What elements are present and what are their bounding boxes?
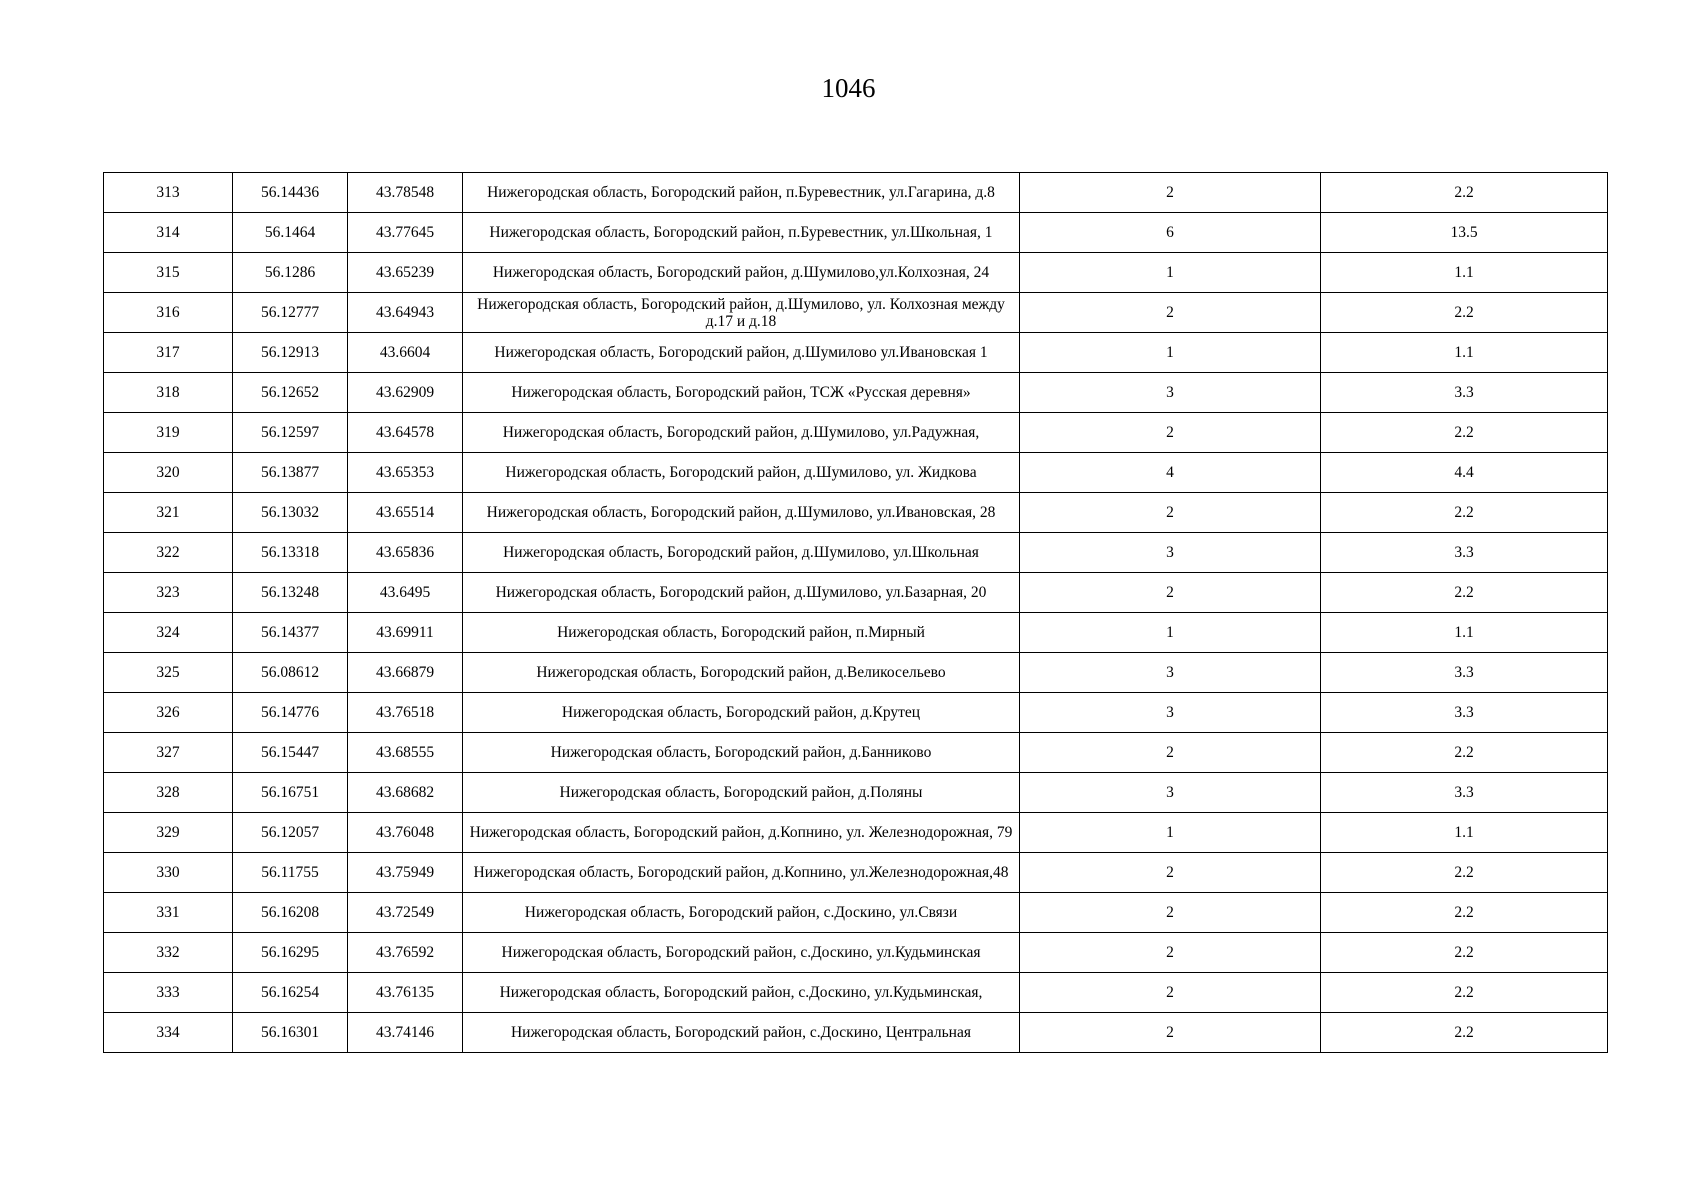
cell-longitude: 43.66879 (348, 653, 463, 693)
cell-longitude: 43.74146 (348, 1013, 463, 1053)
cell-latitude: 56.13032 (233, 493, 348, 533)
cell-latitude: 56.15447 (233, 733, 348, 773)
cell-volume: 2.2 (1321, 493, 1608, 533)
cell-latitude: 56.14436 (233, 173, 348, 213)
cell-address: Нижегородская область, Богородский район, с.Доскино, ул.Кудьминская (463, 933, 1020, 973)
cell-address: Нижегородская область, Богородский район, д.Банниково (463, 733, 1020, 773)
cell-volume: 2.2 (1321, 1013, 1608, 1053)
cell-address: Нижегородская область, Богородский район, с.Доскино, Центральная (463, 1013, 1020, 1053)
cell-latitude: 56.12597 (233, 413, 348, 453)
cell-number: 321 (104, 493, 233, 533)
cell-longitude: 43.75949 (348, 853, 463, 893)
cell-count: 3 (1020, 533, 1321, 573)
cell-volume: 4.4 (1321, 453, 1608, 493)
cell-address: Нижегородская область, Богородский район, д.Великосельево (463, 653, 1020, 693)
cell-latitude: 56.11755 (233, 853, 348, 893)
cell-latitude: 56.12777 (233, 293, 348, 333)
cell-number: 326 (104, 693, 233, 733)
cell-number: 315 (104, 253, 233, 293)
cell-count: 2 (1020, 173, 1321, 213)
cell-longitude: 43.68682 (348, 773, 463, 813)
table-row (104, 693, 1608, 733)
cell-number: 331 (104, 893, 233, 933)
cell-longitude: 43.78548 (348, 173, 463, 213)
cell-number: 323 (104, 573, 233, 613)
cell-longitude: 43.6495 (348, 573, 463, 613)
cell-address: Нижегородская область, Богородский район, с.Доскино, ул.Связи (463, 893, 1020, 933)
cell-number: 328 (104, 773, 233, 813)
cell-count: 3 (1020, 653, 1321, 693)
cell-longitude: 43.72549 (348, 893, 463, 933)
cell-longitude: 43.77645 (348, 213, 463, 253)
cell-address: Нижегородская область, Богородский район, п.Мирный (463, 613, 1020, 653)
cell-volume: 2.2 (1321, 973, 1608, 1013)
cell-longitude: 43.68555 (348, 733, 463, 773)
cell-longitude: 43.65239 (348, 253, 463, 293)
cell-count: 2 (1020, 413, 1321, 453)
cell-number: 314 (104, 213, 233, 253)
cell-longitude: 43.62909 (348, 373, 463, 413)
cell-volume: 1.1 (1321, 333, 1608, 373)
cell-count: 1 (1020, 613, 1321, 653)
cell-count: 3 (1020, 693, 1321, 733)
cell-address: Нижегородская область, Богородский район, п.Буревестник, ул.Школьная, 1 (463, 213, 1020, 253)
cell-volume: 2.2 (1321, 853, 1608, 893)
cell-number: 320 (104, 453, 233, 493)
table-row (104, 813, 1608, 853)
cell-volume: 2.2 (1321, 933, 1608, 973)
cell-address: Нижегородская область, Богородский район, д.Шумилово, ул. Колхозная между д.17 и д.18 (463, 293, 1020, 333)
table-row (104, 653, 1608, 693)
cell-volume: 2.2 (1321, 733, 1608, 773)
table-row (104, 533, 1608, 573)
cell-count: 2 (1020, 733, 1321, 773)
cell-address: Нижегородская область, Богородский район, д.Крутец (463, 693, 1020, 733)
cell-latitude: 56.13318 (233, 533, 348, 573)
table-row (104, 333, 1608, 373)
cell-longitude: 43.65836 (348, 533, 463, 573)
cell-volume: 2.2 (1321, 173, 1608, 213)
cell-number: 325 (104, 653, 233, 693)
cell-count: 2 (1020, 1013, 1321, 1053)
cell-count: 1 (1020, 253, 1321, 293)
cell-address: Нижегородская область, Богородский район, д.Шумилово, ул.Ивановская, 28 (463, 493, 1020, 533)
cell-address: Нижегородская область, Богородский район, д.Копнино, ул. Железнодорожная, 79 (463, 813, 1020, 853)
cell-address: Нижегородская область, Богородский район, д.Шумилово, ул.Базарная, 20 (463, 573, 1020, 613)
cell-count: 1 (1020, 813, 1321, 853)
cell-count: 2 (1020, 573, 1321, 613)
cell-latitude: 56.12913 (233, 333, 348, 373)
cell-longitude: 43.69911 (348, 613, 463, 653)
cell-count: 2 (1020, 933, 1321, 973)
cell-latitude: 56.14377 (233, 613, 348, 653)
cell-volume: 3.3 (1321, 693, 1608, 733)
table-row (104, 453, 1608, 493)
cell-longitude: 43.64578 (348, 413, 463, 453)
cell-latitude: 56.13877 (233, 453, 348, 493)
cell-volume: 3.3 (1321, 653, 1608, 693)
cell-volume: 13.5 (1321, 213, 1608, 253)
cell-count: 2 (1020, 293, 1321, 333)
cell-number: 324 (104, 613, 233, 653)
cell-count: 2 (1020, 853, 1321, 893)
cell-number: 317 (104, 333, 233, 373)
cell-address: Нижегородская область, Богородский район, д.Копнино, ул.Железнодорожная,48 (463, 853, 1020, 893)
cell-latitude: 56.1464 (233, 213, 348, 253)
cell-count: 3 (1020, 773, 1321, 813)
cell-volume: 1.1 (1321, 613, 1608, 653)
cell-longitude: 43.76592 (348, 933, 463, 973)
table-row (104, 173, 1608, 213)
cell-volume: 3.3 (1321, 773, 1608, 813)
cell-number: 333 (104, 973, 233, 1013)
table-row (104, 893, 1608, 933)
cell-volume: 1.1 (1321, 813, 1608, 853)
cell-longitude: 43.64943 (348, 293, 463, 333)
cell-address: Нижегородская область, Богородский район, д.Шумилово ул.Ивановская 1 (463, 333, 1020, 373)
cell-latitude: 56.13248 (233, 573, 348, 613)
cell-number: 332 (104, 933, 233, 973)
cell-volume: 2.2 (1321, 573, 1608, 613)
cell-number: 330 (104, 853, 233, 893)
table-row (104, 293, 1608, 333)
cell-volume: 2.2 (1321, 413, 1608, 453)
cell-latitude: 56.16295 (233, 933, 348, 973)
table-row (104, 733, 1608, 773)
table-row (104, 253, 1608, 293)
cell-count: 3 (1020, 373, 1321, 413)
cell-latitude: 56.16254 (233, 973, 348, 1013)
cell-longitude: 43.65353 (348, 453, 463, 493)
table-row (104, 373, 1608, 413)
cell-number: 316 (104, 293, 233, 333)
cell-latitude: 56.16208 (233, 893, 348, 933)
table-row (104, 613, 1608, 653)
cell-volume: 3.3 (1321, 373, 1608, 413)
cell-latitude: 56.14776 (233, 693, 348, 733)
cell-address: Нижегородская область, Богородский район, д.Поляны (463, 773, 1020, 813)
cell-longitude: 43.76518 (348, 693, 463, 733)
cell-count: 2 (1020, 973, 1321, 1013)
cell-count: 2 (1020, 493, 1321, 533)
cell-number: 319 (104, 413, 233, 453)
cell-longitude: 43.6604 (348, 333, 463, 373)
cell-number: 313 (104, 173, 233, 213)
cell-count: 4 (1020, 453, 1321, 493)
cell-number: 327 (104, 733, 233, 773)
table-row (104, 1013, 1608, 1053)
cell-address: Нижегородская область, Богородский район, с.Доскино, ул.Кудьминская, (463, 973, 1020, 1013)
table-row (104, 413, 1608, 453)
cell-longitude: 43.76048 (348, 813, 463, 853)
cell-latitude: 56.08612 (233, 653, 348, 693)
cell-volume: 2.2 (1321, 893, 1608, 933)
table-row (104, 933, 1608, 973)
table-row (104, 213, 1608, 253)
cell-number: 318 (104, 373, 233, 413)
cell-latitude: 56.12057 (233, 813, 348, 853)
records-table (103, 172, 1608, 1053)
cell-number: 322 (104, 533, 233, 573)
cell-address: Нижегородская область, Богородский район, д.Шумилово, ул. Жидкова (463, 453, 1020, 493)
table-row (104, 573, 1608, 613)
cell-longitude: 43.76135 (348, 973, 463, 1013)
cell-count: 2 (1020, 893, 1321, 933)
cell-number: 329 (104, 813, 233, 853)
records-table-body (104, 173, 1608, 1053)
cell-latitude: 56.12652 (233, 373, 348, 413)
cell-volume: 1.1 (1321, 253, 1608, 293)
cell-address: Нижегородская область, Богородский район, д.Шумилово, ул.Радужная, (463, 413, 1020, 453)
cell-address: Нижегородская область, Богородский район, п.Буревестник, ул.Гагарина, д.8 (463, 173, 1020, 213)
cell-latitude: 56.16301 (233, 1013, 348, 1053)
table-row (104, 853, 1608, 893)
cell-volume: 2.2 (1321, 293, 1608, 333)
cell-address: Нижегородская область, Богородский район, д.Шумилово,ул.Колхозная, 24 (463, 253, 1020, 293)
cell-latitude: 56.1286 (233, 253, 348, 293)
table-row (104, 493, 1608, 533)
cell-number: 334 (104, 1013, 233, 1053)
table-row (104, 973, 1608, 1013)
cell-longitude: 43.65514 (348, 493, 463, 533)
cell-address: Нижегородская область, Богородский район, д.Шумилово, ул.Школьная (463, 533, 1020, 573)
cell-volume: 3.3 (1321, 533, 1608, 573)
cell-count: 1 (1020, 333, 1321, 373)
page-number: 1046 (821, 73, 876, 103)
cell-count: 6 (1020, 213, 1321, 253)
cell-address: Нижегородская область, Богородский район, ТСЖ «Русская деревня» (463, 373, 1020, 413)
cell-latitude: 56.16751 (233, 773, 348, 813)
table-row (104, 773, 1608, 813)
